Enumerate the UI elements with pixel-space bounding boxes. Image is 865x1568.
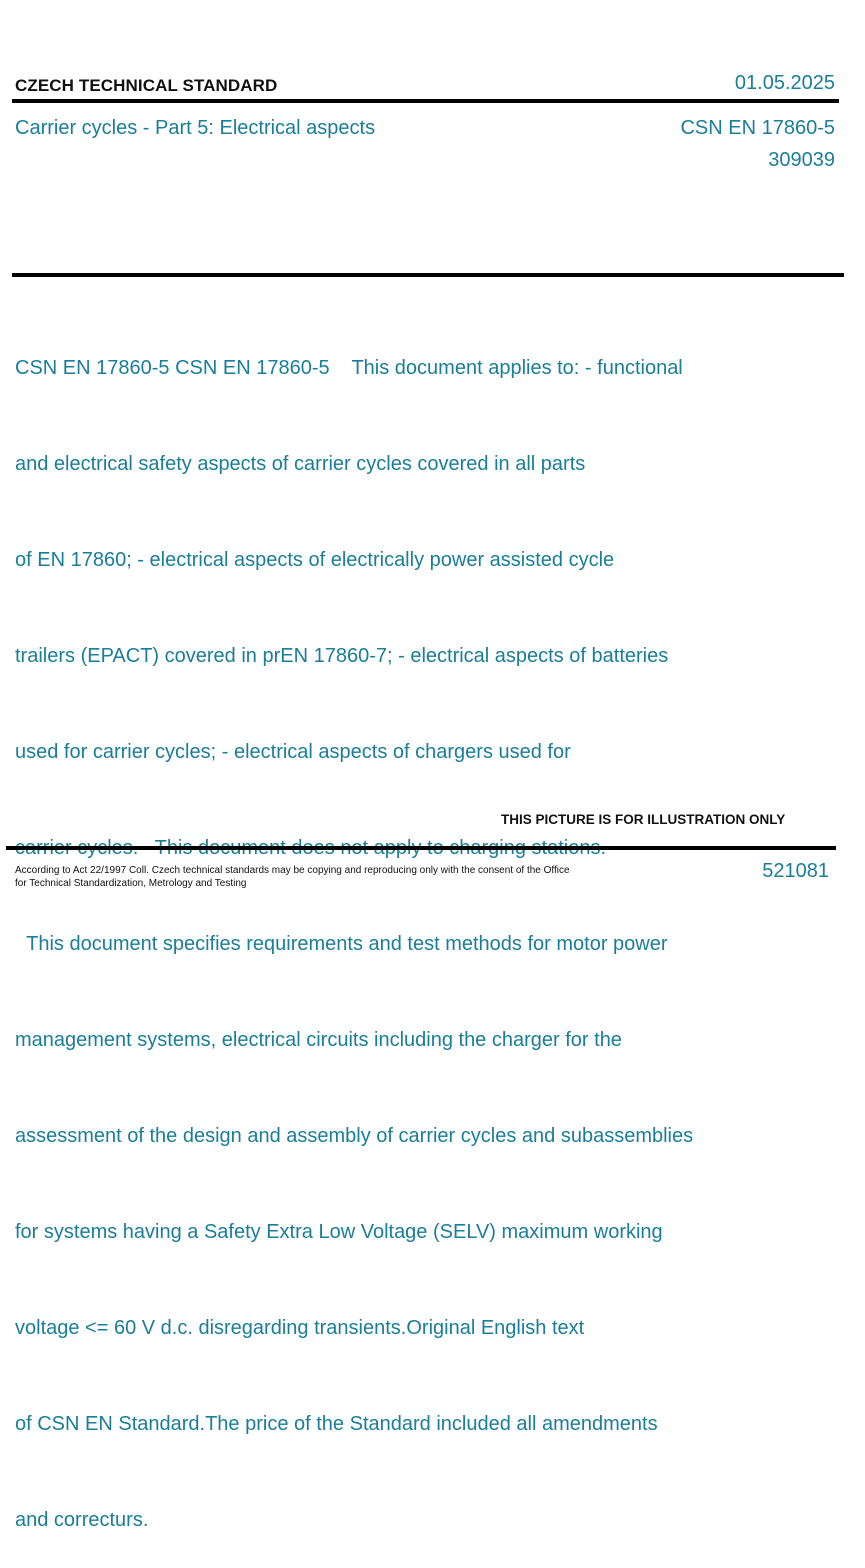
illustration-notice: THIS PICTURE IS FOR ILLUSTRATION ONLY [501,812,786,827]
abstract-line: CSN EN 17860-5 CSN EN 17860-5 This document applies to: - functional [15,357,683,379]
abstract-line: of EN 17860; - electrical aspects of electrically power assisted cycle [15,549,615,571]
section-divider [12,273,844,277]
footer-divider [6,846,836,850]
abstract-line: and electrical safety aspects of carrier cycles covered in all parts [15,453,586,475]
publication-date: 01.05.2025 [734,72,835,94]
header-divider [12,99,839,103]
legal-notice-line: According to Act 22/1997 Coll. Czech technical standards may be copying and reproducing only with the consent of the Office [15,865,570,876]
standard-number: CSN EN 17860-5 [680,117,835,139]
legal-notice-line: for Technical Standardization, Metrology and Testing [15,878,247,889]
abstract-line: assessment of the design and assembly of carrier cycles and subassemblies [15,1125,694,1147]
abstract-line: This document specifies requirements and test methods for motor power [15,933,668,955]
abstract-line: used for carrier cycles; - electrical aspects of chargers used for [15,741,571,763]
legal-notice [15,864,575,890]
header-category: CZECH TECHNICAL STANDARD [15,76,278,95]
abstract-line: for systems having a Safety Extra Low Voltage (SELV) maximum working [15,1221,663,1243]
abstract-line: and correcturs. [15,1509,149,1531]
footer-code: 521081 [762,860,829,882]
document-abstract [15,288,755,1568]
document-title: Carrier cycles - Part 5: Electrical aspects [15,117,376,139]
abstract-line: trailers (EPACT) covered in prEN 17860-7; - electrical aspects of batteries [15,645,669,667]
abstract-line: voltage <= 60 V d.c. disregarding transients.Original English text [15,1317,585,1339]
abstract-line: management systems, electrical circuits including the charger for the [15,1029,622,1051]
abstract-line: of CSN EN Standard.The price of the Standard included all amendments [15,1413,658,1435]
catalog-number: 309039 [768,149,835,171]
